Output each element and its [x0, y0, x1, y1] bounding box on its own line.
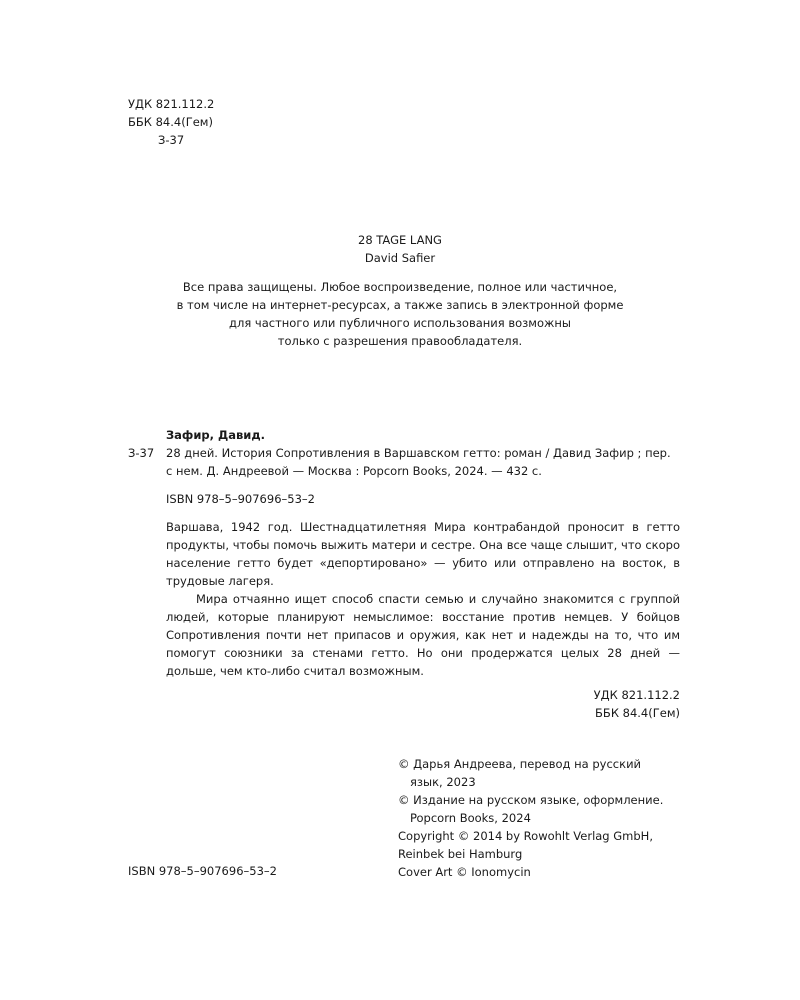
edition-copyright-cont: Popcorn Books, 2024 [410, 811, 531, 825]
record-codes [128, 686, 680, 722]
rights-line: для частного или публичного использования возможны [229, 316, 571, 330]
original-copyright-cont: Reinbek bei Hamburg [398, 847, 523, 861]
isbn: ISBN 978–5–907696–53–2 [128, 864, 277, 878]
rights-line: в том числе на интернет-ресурсах, а также запись в электронной форме [176, 298, 624, 312]
record-bbk: ББК 84.4(Гем) [595, 706, 680, 720]
translation-copyright: © Дарья Андреева, перевод на русский [398, 757, 642, 771]
rights-line: Все права защищены. Любое воспроизведение, полное или частичное, [182, 280, 618, 294]
original-author: David Safier [364, 251, 436, 265]
cover-art-credit: Cover Art © Ionomycin [398, 865, 531, 879]
record-description-row [128, 444, 680, 480]
record-isbn: ISBN 978–5–907696–53–2 [166, 492, 315, 506]
original-title-block [0, 231, 800, 267]
udk-code: УДК 821.112.2 [128, 97, 215, 111]
edition-copyright: © Издание на русском языке, оформление. [398, 793, 664, 807]
copyright-block [398, 755, 663, 881]
annotation-paragraph: Варшава, 1942 год. Шестнадцатилетняя Мира контрабандой проносит в гетто продукты, чтобы помочь выжить матери и сестре. Она все чаще слышит, что скоро население гетто будет «депортировано» — убито или отправлено на восток, в трудовые лагеря. [166, 520, 680, 588]
author-mark: З-37 [158, 133, 185, 147]
rights-notice [0, 278, 800, 350]
original-copyright: Copyright © 2014 by Rowohlt Verlag GmbH, [398, 829, 653, 843]
annotation-paragraph: Мира отчаянно ищет способ спасти семью и случайно знакомится с группой людей, которые планируют немыслимое: восстание против немцев. У бойцов Сопротивления почти нет припасов и оружия, как нет и надежды на то, что им помогут союзники за стенами гетто. Но они продержатся целых 28 дней — дольше, чем кто-либо считал возможным. [166, 592, 680, 678]
record-author-mark: З-37 [128, 446, 155, 460]
record-author: Зафир, Давид. [166, 428, 265, 442]
record-udk: УДК 821.112.2 [593, 688, 680, 702]
record-description: 28 дней. История Сопротивления в Варшавском гетто: роман / Давид Зафир ; пер. с нем. Д. Андреевой — Москва : Popcorn Books, 2024. — 432 с. [166, 446, 671, 478]
annotation [128, 518, 680, 680]
translation-copyright-cont: язык, 2023 [410, 775, 476, 789]
bbk-code: ББК 84.4(Гем) [128, 115, 213, 129]
rights-line: только с разрешения правообладателя. [277, 334, 523, 348]
bibliographic-record [128, 426, 680, 722]
original-title: 28 TAGE LANG [358, 233, 442, 247]
classification-codes [128, 95, 214, 149]
